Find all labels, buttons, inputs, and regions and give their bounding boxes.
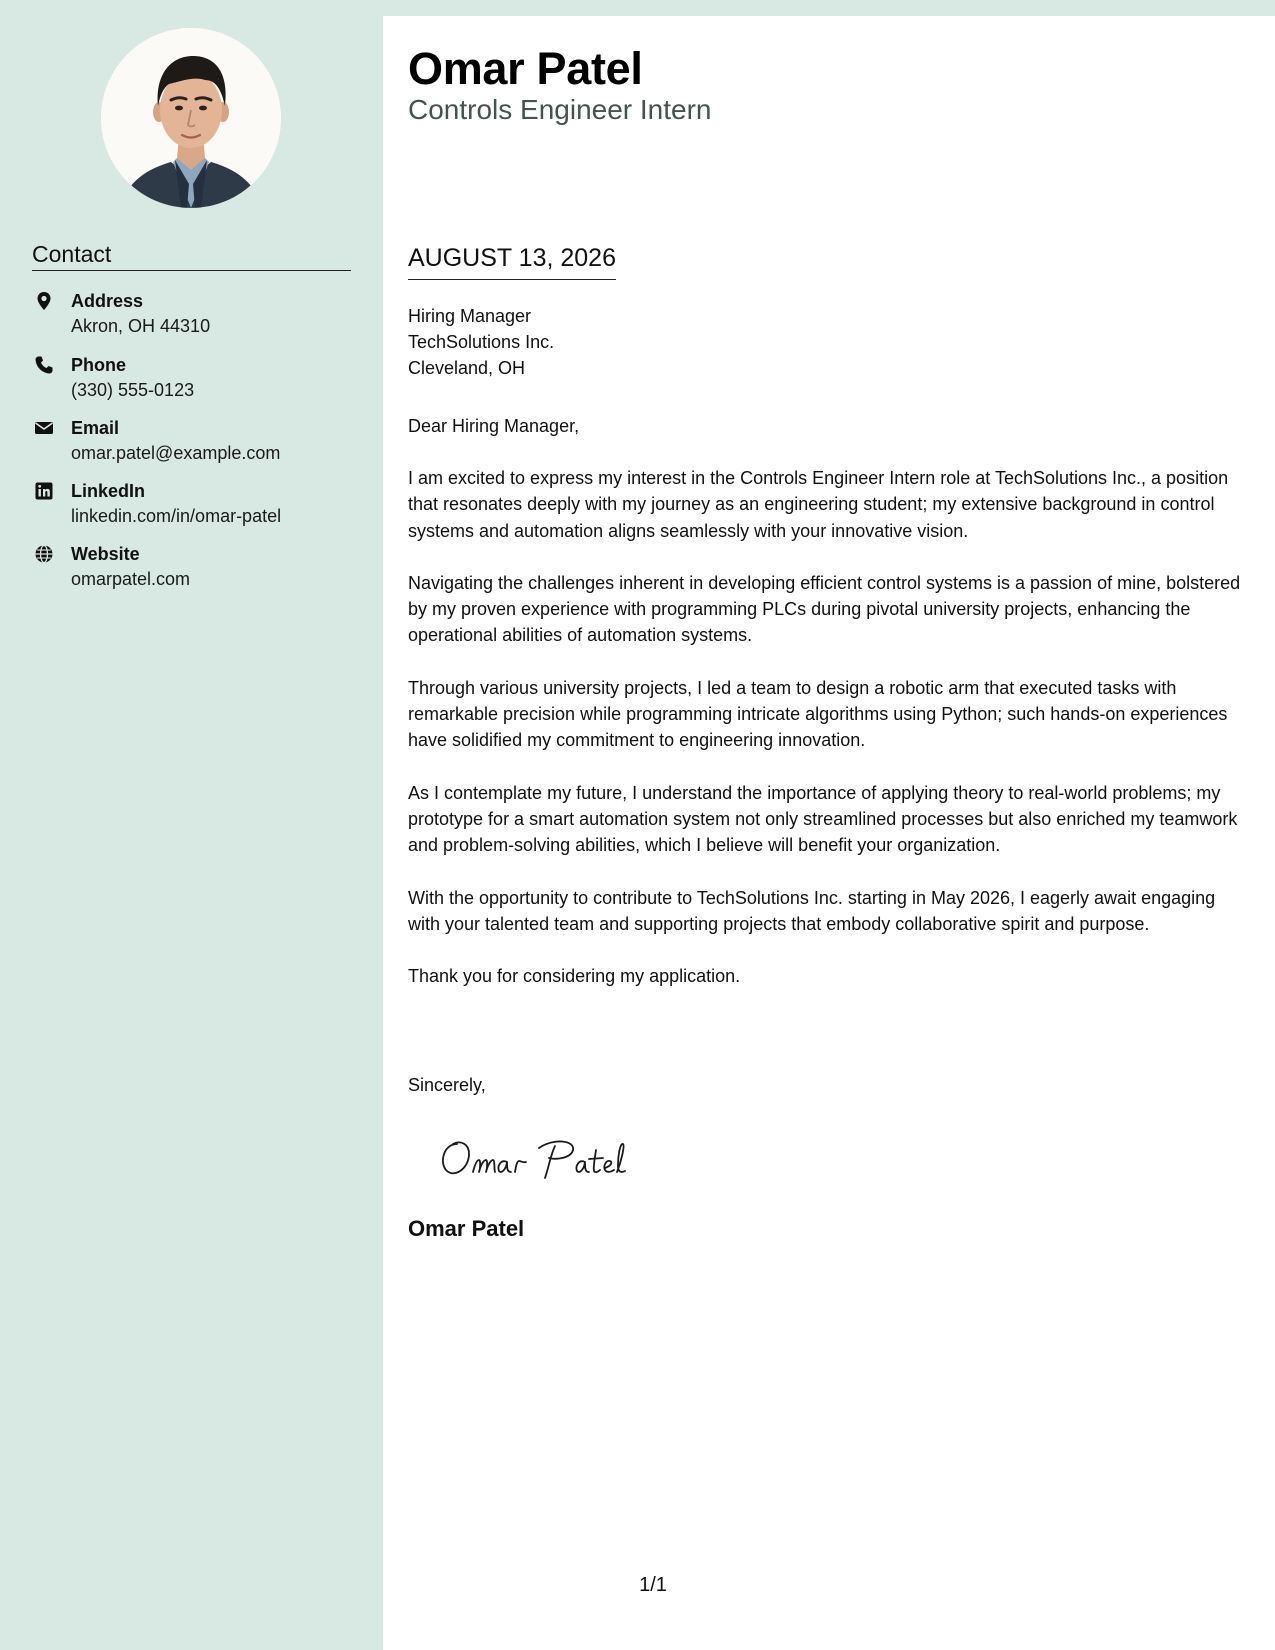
body-paragraph: As I contemplate my future, I understand the importance of applying theory to real-world problems; my prototype for a smart automation system not only streamlined processes but also enriched my teamwork and problem-solving abilities, which I believe will benefit your organization. [408, 782, 1238, 856]
contact-label: LinkedIn [71, 481, 146, 501]
website-value: omarpatel.com [71, 569, 191, 589]
body-paragraph: Through various university projects, I led a team to design a robotic arm that executed tasks with remarkable precision while programming intricate algorithms using Python; such hands-on experiences have solidified my commitment to engineering innovation. [408, 677, 1228, 751]
signed-name: Omar Patel [408, 1216, 525, 1241]
body-paragraph: With the opportunity to contribute to TechSolutions Inc. starting in May 2026, I eagerly await engaging with your talented team and supporting projects that embody collaborative spirit and purpose. [408, 887, 1216, 934]
profile-photo [101, 28, 281, 208]
recipient-block [408, 303, 554, 381]
email-value: omar.patel@example.com [71, 443, 281, 463]
recipient-line: Hiring Manager [408, 306, 532, 326]
recipient-line: Cleveland, OH [408, 358, 526, 378]
contact-heading: Contact [32, 240, 351, 271]
contact-label: Phone [71, 355, 127, 375]
applicant-role: Controls Engineer Intern [408, 94, 712, 125]
sidebar [0, 0, 383, 1650]
linkedin-icon [34, 481, 54, 501]
address-value: Akron, OH 44310 [71, 316, 211, 336]
letter-date: AUGUST 13, 2026 [408, 242, 616, 280]
phone-icon [34, 355, 54, 375]
globe-icon [34, 544, 54, 564]
letter-page [383, 16, 1275, 1650]
linkedin-value: linkedin.com/in/omar-patel [71, 506, 282, 526]
body-paragraph: Navigating the challenges inherent in developing efficient control systems is a passion of mine, bolstered by my proven experience with programming PLCs during pivotal university projects, enhancing the operational abilities of automation systems. [408, 572, 1241, 646]
salutation: Dear Hiring Manager, [408, 416, 580, 436]
map-pin-icon [34, 291, 54, 311]
applicant-name: Omar Patel [408, 43, 643, 94]
contact-label: Website [71, 544, 140, 564]
contact-label: Email [71, 418, 120, 438]
page-number: 1/1 [639, 1574, 667, 1596]
signature-image [435, 1126, 675, 1186]
closing: Sincerely, [408, 1075, 486, 1095]
phone-value: (330) 555-0123 [71, 380, 195, 400]
envelope-icon [34, 418, 54, 438]
contact-label: Address [71, 291, 144, 311]
body-paragraph: I am excited to express my interest in the Controls Engineer Intern role at TechSolutions Inc., a position that resonates deeply with my journey as an engineering student; my extensive background in control systems and automation aligns seamlessly with your innovative vision. [408, 468, 1229, 541]
recipient-line: TechSolutions Inc. [408, 332, 555, 352]
letter-body [408, 465, 1248, 1015]
body-paragraph: Thank you for considering my application. [408, 966, 741, 987]
